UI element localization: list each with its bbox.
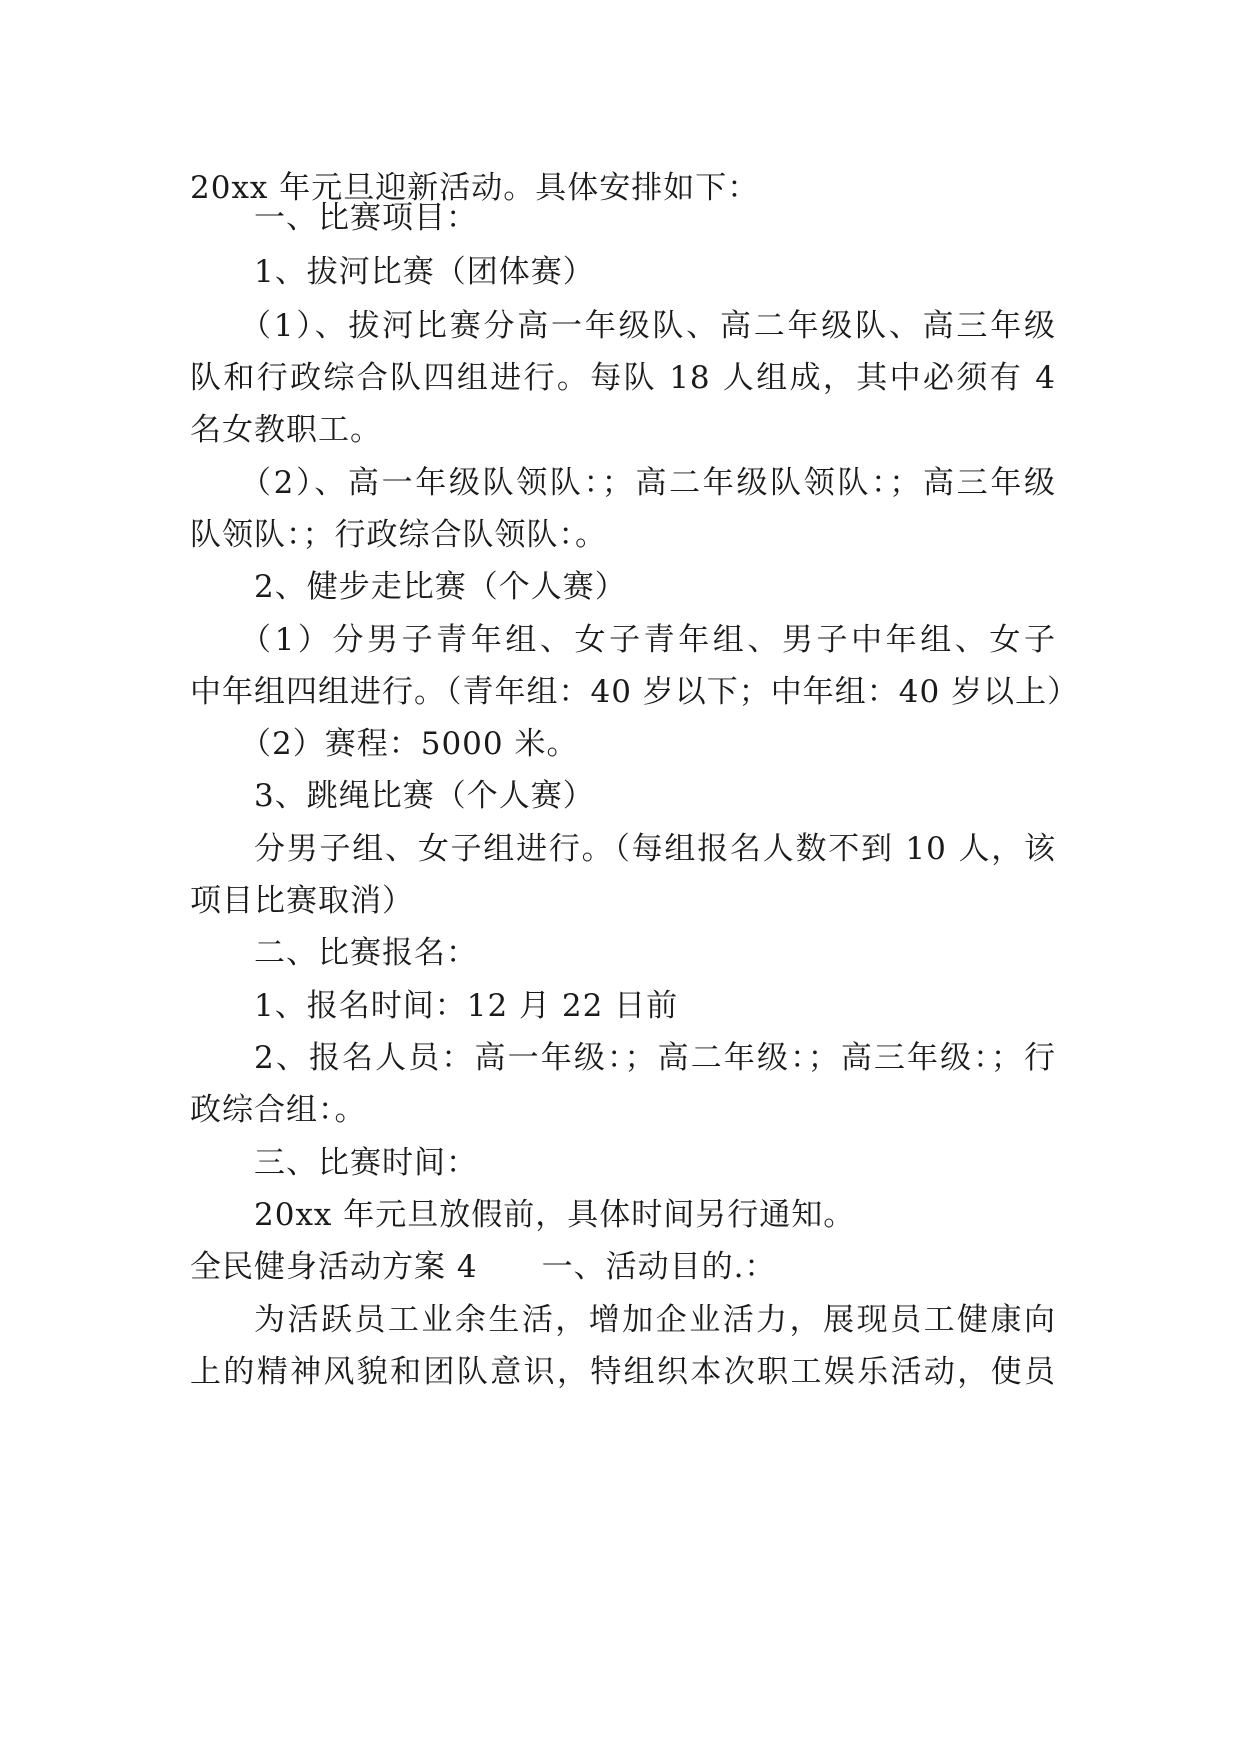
section-heading-registration: 二、比赛报名：: [254, 935, 478, 971]
text-line-intro: 20xx 年元旦迎新活动。具体安排如下：: [190, 170, 760, 206]
section-heading-time: 三、比赛时间：: [254, 1145, 478, 1181]
plan-heading: 全民健身活动方案 4 一、活动目的.：: [190, 1249, 777, 1285]
section-heading-events: 一、比赛项目：: [254, 200, 478, 236]
text-line: 政综合组：。: [190, 1092, 367, 1128]
text-line: 队和行政综合队四组进行。每队 18 人组成，其中必须有 4: [190, 360, 1056, 396]
item-heading-tug-of-war: 1、拔河比赛（团体赛）: [254, 254, 595, 290]
text-line: 分男子组、女子组进行。（每组报名人数不到 10 人，该: [254, 831, 1056, 867]
text-line: （1）、拔河比赛分高一年级队、高二年级队、高三年级: [240, 308, 1056, 344]
text-line: 中年组四组进行。（青年组：40 岁以下；中年组：40 岁以上）: [190, 674, 1080, 710]
item-heading-jump-rope: 3、跳绳比赛（个人赛）: [254, 778, 595, 814]
item-heading-walking: 2、健步走比赛（个人赛）: [254, 569, 627, 605]
text-line: （2）、高一年级队领队：；高二年级队领队：；高三年级: [240, 465, 1056, 501]
text-line: 2、报名人员：高一年级：；高二年级：；高三年级：；行: [254, 1040, 1056, 1076]
text-line: 项目比赛取消）: [190, 883, 414, 919]
text-line: （1）分男子青年组、女子青年组、男子中年组、女子: [240, 622, 1056, 658]
text-line: 为活跃员工业余生活，增加企业活力，展现员工健康向: [254, 1302, 1056, 1338]
text-line: 名女教职工。: [190, 412, 382, 448]
text-line: 队领队：；行政综合队领队：。: [190, 517, 607, 553]
text-line: 上的精神风貌和团队意识，特组织本次职工娱乐活动，使员: [190, 1354, 1056, 1390]
text-line: 1、报名时间：12 月 22 日前: [254, 988, 679, 1024]
text-line: 20xx 年元旦放假前，具体时间另行通知。: [254, 1197, 856, 1233]
text-line: （2）赛程：5000 米。: [240, 726, 579, 762]
